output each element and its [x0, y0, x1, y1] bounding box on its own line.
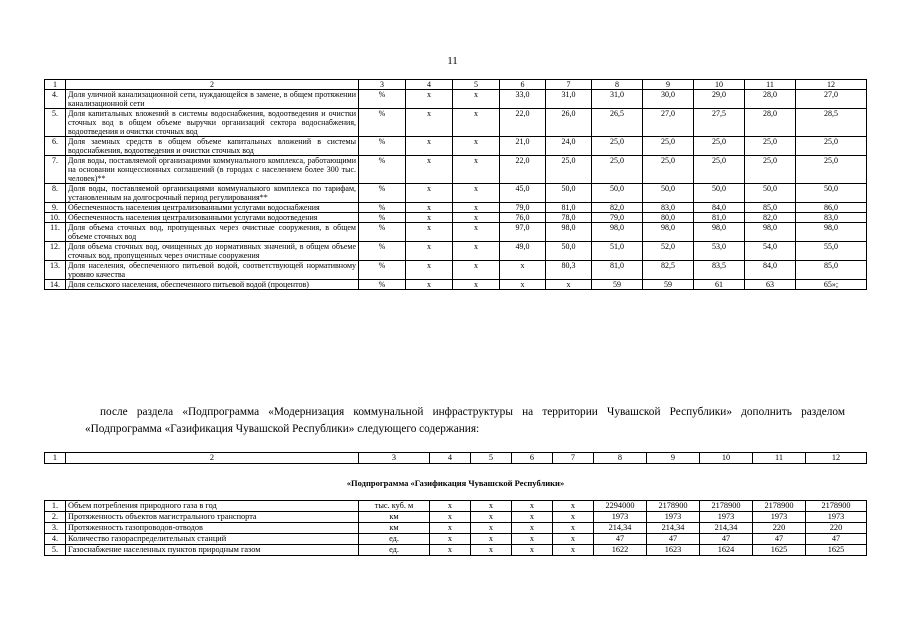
- column-number: 12: [796, 80, 867, 90]
- column-number: 12: [806, 453, 867, 464]
- value-cell: 31,0: [592, 90, 643, 109]
- value-cell: х: [406, 223, 453, 242]
- value-cell: 25,0: [796, 137, 867, 156]
- value-cell: 45,0: [500, 184, 546, 203]
- value-cell: х: [406, 137, 453, 156]
- table-row: [45, 156, 867, 184]
- indicator-name: Доля воды, поставляемой организациями коммунального комплекса, работающими на основании концессионных соглашений (в городах с населением более 300 тыс. человек)**: [66, 156, 359, 184]
- value-cell: х: [471, 512, 512, 523]
- value-cell: х: [430, 534, 471, 545]
- value-cell: 2178900: [647, 501, 700, 512]
- value-cell: х: [406, 184, 453, 203]
- row-number: 6.: [45, 137, 66, 156]
- column-number: 2: [66, 453, 359, 464]
- table-row: [45, 90, 867, 109]
- value-cell: х: [471, 523, 512, 534]
- column-number: 11: [753, 453, 806, 464]
- value-cell: х: [471, 545, 512, 556]
- row-number: 12.: [45, 242, 66, 261]
- indicator-name: Объем потребления природного газа в год: [66, 501, 359, 512]
- value-cell: 22,0: [500, 156, 546, 184]
- value-cell: 30,0: [643, 90, 694, 109]
- value-cell: 214,34: [647, 523, 700, 534]
- table-row: [45, 242, 867, 261]
- column-number: 7: [553, 453, 594, 464]
- value-cell: 85,0: [745, 203, 796, 213]
- column-number: 1: [45, 80, 66, 90]
- value-cell: 54,0: [745, 242, 796, 261]
- value-cell: 1973: [806, 512, 867, 523]
- value-cell: 28,0: [745, 109, 796, 137]
- row-number: 5.: [45, 109, 66, 137]
- indicator-name: Протяженность газопроводов-отводов: [66, 523, 359, 534]
- value-cell: 98,0: [796, 223, 867, 242]
- column-number: 9: [643, 80, 694, 90]
- value-cell: 25,0: [546, 156, 592, 184]
- value-cell: 25,0: [694, 156, 745, 184]
- value-cell: 2178900: [753, 501, 806, 512]
- column-number: 6: [500, 80, 546, 90]
- value-cell: 1973: [700, 512, 753, 523]
- unit-cell: ед.: [359, 545, 430, 556]
- value-cell: 79,0: [592, 213, 643, 223]
- value-cell: 47: [806, 534, 867, 545]
- value-cell: 1973: [594, 512, 647, 523]
- value-cell: х: [500, 280, 546, 290]
- value-cell: х: [430, 512, 471, 523]
- value-cell: х: [553, 501, 594, 512]
- value-cell: 98,0: [546, 223, 592, 242]
- column-number: 4: [430, 453, 471, 464]
- value-cell: х: [453, 261, 500, 280]
- row-number: 5.: [45, 545, 66, 556]
- section-title-row: [45, 464, 867, 501]
- value-cell: х: [500, 261, 546, 280]
- value-cell: х: [430, 501, 471, 512]
- value-cell: 53,0: [694, 242, 745, 261]
- value-cell: 49,0: [500, 242, 546, 261]
- value-cell: 59: [592, 280, 643, 290]
- column-number: 10: [694, 80, 745, 90]
- table-header-row: [45, 80, 867, 90]
- row-number: 3.: [45, 523, 66, 534]
- value-cell: 47: [594, 534, 647, 545]
- value-cell: 25,0: [796, 156, 867, 184]
- table-row: [45, 280, 867, 290]
- value-cell: 2178900: [700, 501, 753, 512]
- value-cell: 25,0: [643, 156, 694, 184]
- row-number: 14.: [45, 280, 66, 290]
- value-cell: 85,0: [796, 261, 867, 280]
- column-number: 3: [359, 80, 406, 90]
- value-cell: 220: [753, 523, 806, 534]
- indicator-name: Доля объема сточных вод, очищенных до нормативных значений, в общем объеме сточных вод, пропущенных через очистные сооружения: [66, 242, 359, 261]
- value-cell: 50,0: [796, 184, 867, 203]
- value-cell: 214,34: [594, 523, 647, 534]
- unit-cell: %: [359, 223, 406, 242]
- value-cell: 52,0: [643, 242, 694, 261]
- row-number: 2.: [45, 512, 66, 523]
- value-cell: х: [406, 203, 453, 213]
- value-cell: 27,0: [796, 90, 867, 109]
- unit-cell: %: [359, 280, 406, 290]
- row-number: 9.: [45, 203, 66, 213]
- value-cell: 47: [700, 534, 753, 545]
- indicators-table-gas: [44, 452, 867, 556]
- table-row: [45, 109, 867, 137]
- value-cell: 98,0: [745, 223, 796, 242]
- value-cell: х: [406, 261, 453, 280]
- value-cell: 59: [643, 280, 694, 290]
- amendment-paragraph: после раздела «Подпрограмма «Модернизация коммунальной инфраструктуры на территории Чувашской Республики» дополнить разделом «Подпрограмма «Газификация Чувашской Республики» следующего содержания:: [85, 406, 845, 435]
- value-cell: 25,0: [592, 156, 643, 184]
- value-cell: 1622: [594, 545, 647, 556]
- value-cell: 81,0: [592, 261, 643, 280]
- indicator-name: Доля заемных средств в общем объеме капитальных вложений в системы водоснабжения, водоотведения и очистки сточных вод: [66, 137, 359, 156]
- value-cell: х: [553, 523, 594, 534]
- value-cell: 83,0: [796, 213, 867, 223]
- column-number: 5: [453, 80, 500, 90]
- value-cell: 27,0: [643, 109, 694, 137]
- value-cell: 50,0: [546, 184, 592, 203]
- table-row: [45, 534, 867, 545]
- value-cell: х: [512, 545, 553, 556]
- row-number: 8.: [45, 184, 66, 203]
- table-header-row: [45, 453, 867, 464]
- value-cell: 50,0: [592, 184, 643, 203]
- row-number: 11.: [45, 223, 66, 242]
- column-number: 2: [66, 80, 359, 90]
- value-cell: х: [430, 545, 471, 556]
- value-cell: 97,0: [500, 223, 546, 242]
- page-number: 11: [447, 55, 458, 67]
- value-cell: х: [553, 534, 594, 545]
- value-cell: х: [546, 280, 592, 290]
- value-cell: х: [406, 109, 453, 137]
- value-cell: 26,0: [546, 109, 592, 137]
- value-cell: 47: [753, 534, 806, 545]
- column-number: 8: [592, 80, 643, 90]
- value-cell: х: [430, 523, 471, 534]
- indicator-name: Доля сельского населения, обеспеченного питьевой водой (процентов): [66, 280, 359, 290]
- value-cell: 1973: [753, 512, 806, 523]
- value-cell: 24,0: [546, 137, 592, 156]
- table-row: [45, 203, 867, 213]
- indicator-name: Доля уличной канализационной сети, нуждающейся в замене, в общем протяжении канализационной сети: [66, 90, 359, 109]
- value-cell: 50,0: [694, 184, 745, 203]
- value-cell: 98,0: [643, 223, 694, 242]
- value-cell: х: [406, 213, 453, 223]
- column-number: 11: [745, 80, 796, 90]
- value-cell: 84,0: [745, 261, 796, 280]
- value-cell: х: [453, 203, 500, 213]
- value-cell: 76,0: [500, 213, 546, 223]
- value-cell: 2294000: [594, 501, 647, 512]
- unit-cell: %: [359, 242, 406, 261]
- unit-cell: км: [359, 523, 430, 534]
- value-cell: 55,0: [796, 242, 867, 261]
- value-cell: х: [406, 90, 453, 109]
- value-cell: 84,0: [694, 203, 745, 213]
- value-cell: 220: [806, 523, 867, 534]
- subprogram-title: «Подпрограмма «Газификация Чувашской Республики»: [346, 478, 565, 488]
- unit-cell: тыс. куб. м: [359, 501, 430, 512]
- value-cell: 33,0: [500, 90, 546, 109]
- column-number: 1: [45, 453, 66, 464]
- value-cell: 1624: [700, 545, 753, 556]
- value-cell: 1623: [647, 545, 700, 556]
- value-cell: 50,0: [546, 242, 592, 261]
- row-number: 4.: [45, 534, 66, 545]
- value-cell: 21,0: [500, 137, 546, 156]
- value-cell: 26,5: [592, 109, 643, 137]
- value-cell: х: [471, 534, 512, 545]
- row-number: 10.: [45, 213, 66, 223]
- unit-cell: %: [359, 109, 406, 137]
- value-cell: 50,0: [643, 184, 694, 203]
- value-cell: 86,0: [796, 203, 867, 213]
- value-cell: 27,5: [694, 109, 745, 137]
- unit-cell: км: [359, 512, 430, 523]
- value-cell: 25,0: [745, 156, 796, 184]
- column-number: 7: [546, 80, 592, 90]
- value-cell: 83,0: [643, 203, 694, 213]
- value-cell: 1625: [806, 545, 867, 556]
- indicator-name: Обеспеченность населения централизованными услугами водоснабжения: [66, 203, 359, 213]
- row-number: 1.: [45, 501, 66, 512]
- column-number: 8: [594, 453, 647, 464]
- value-cell: 63: [745, 280, 796, 290]
- row-number: 7.: [45, 156, 66, 184]
- value-cell: 25,0: [643, 137, 694, 156]
- value-cell: 25,0: [694, 137, 745, 156]
- table-row: [45, 501, 867, 512]
- value-cell: х: [453, 184, 500, 203]
- column-number: 6: [512, 453, 553, 464]
- value-cell: 1973: [647, 512, 700, 523]
- table-row: [45, 523, 867, 534]
- table-row: [45, 213, 867, 223]
- value-cell: х: [553, 512, 594, 523]
- value-cell: 2178900: [806, 501, 867, 512]
- value-cell: 22,0: [500, 109, 546, 137]
- value-cell: х: [453, 90, 500, 109]
- value-cell: х: [453, 223, 500, 242]
- value-cell: х: [453, 242, 500, 261]
- value-cell: 25,0: [592, 137, 643, 156]
- value-cell: х: [406, 242, 453, 261]
- value-cell: 31,0: [546, 90, 592, 109]
- table-row: [45, 261, 867, 280]
- unit-cell: %: [359, 137, 406, 156]
- table-row: [45, 223, 867, 242]
- value-cell: 1625: [753, 545, 806, 556]
- value-cell: 50,0: [745, 184, 796, 203]
- value-cell: х: [512, 534, 553, 545]
- value-cell: 82,0: [592, 203, 643, 213]
- unit-cell: %: [359, 156, 406, 184]
- table-row: [45, 137, 867, 156]
- indicator-name: Доля объема сточных вод, пропущенных через очистные сооружения, в общем объеме сточных вод: [66, 223, 359, 242]
- unit-cell: %: [359, 184, 406, 203]
- value-cell: 80,0: [643, 213, 694, 223]
- column-number: 10: [700, 453, 753, 464]
- indicators-table-water: [44, 79, 867, 290]
- indicator-name: Доля воды, поставляемой организациями коммунального комплекса по тарифам, установленным на долгосрочный период регулирования**: [66, 184, 359, 203]
- column-number: 3: [359, 453, 430, 464]
- indicator-name: Количество газораспределительных станций: [66, 534, 359, 545]
- table-row: [45, 184, 867, 203]
- value-cell: 65»;: [796, 280, 867, 290]
- value-cell: х: [512, 523, 553, 534]
- value-cell: х: [453, 280, 500, 290]
- unit-cell: %: [359, 261, 406, 280]
- value-cell: х: [512, 512, 553, 523]
- row-number: 13.: [45, 261, 66, 280]
- value-cell: 80,3: [546, 261, 592, 280]
- value-cell: 81,0: [694, 213, 745, 223]
- value-cell: х: [553, 545, 594, 556]
- value-cell: 98,0: [694, 223, 745, 242]
- value-cell: 214,34: [700, 523, 753, 534]
- value-cell: 29,0: [694, 90, 745, 109]
- value-cell: х: [453, 109, 500, 137]
- value-cell: 78,0: [546, 213, 592, 223]
- row-number: 4.: [45, 90, 66, 109]
- value-cell: 98,0: [592, 223, 643, 242]
- value-cell: 28,5: [796, 109, 867, 137]
- unit-cell: %: [359, 203, 406, 213]
- value-cell: 79,0: [500, 203, 546, 213]
- value-cell: 81,0: [546, 203, 592, 213]
- value-cell: х: [406, 280, 453, 290]
- value-cell: 28,0: [745, 90, 796, 109]
- value-cell: х: [471, 501, 512, 512]
- column-number: 9: [647, 453, 700, 464]
- value-cell: 83,5: [694, 261, 745, 280]
- indicator-name: Доля капитальных вложений в системы водоснабжения, водоотведения и очистки сточных вод в общем объеме выручки организаций сектора водоснабжения, водоотведения и очистки сточных вод: [66, 109, 359, 137]
- value-cell: 51,0: [592, 242, 643, 261]
- column-number: 5: [471, 453, 512, 464]
- unit-cell: %: [359, 213, 406, 223]
- unit-cell: ед.: [359, 534, 430, 545]
- value-cell: х: [406, 156, 453, 184]
- indicator-name: Газоснабжение населенных пунктов природным газом: [66, 545, 359, 556]
- value-cell: х: [453, 156, 500, 184]
- value-cell: 61: [694, 280, 745, 290]
- value-cell: 47: [647, 534, 700, 545]
- column-number: 4: [406, 80, 453, 90]
- value-cell: 82,5: [643, 261, 694, 280]
- value-cell: х: [512, 501, 553, 512]
- value-cell: 82,0: [745, 213, 796, 223]
- value-cell: х: [453, 213, 500, 223]
- value-cell: х: [453, 137, 500, 156]
- indicator-name: Обеспеченность населения централизованными услугами водоотведения: [66, 213, 359, 223]
- unit-cell: %: [359, 90, 406, 109]
- indicator-name: Доля населения, обеспеченного питьевой водой, соответствующей нормативному уровню качества: [66, 261, 359, 280]
- table-row: [45, 545, 867, 556]
- value-cell: 25,0: [745, 137, 796, 156]
- table-row: [45, 512, 867, 523]
- indicator-name: Протяженность объектов магистрального транспорта: [66, 512, 359, 523]
